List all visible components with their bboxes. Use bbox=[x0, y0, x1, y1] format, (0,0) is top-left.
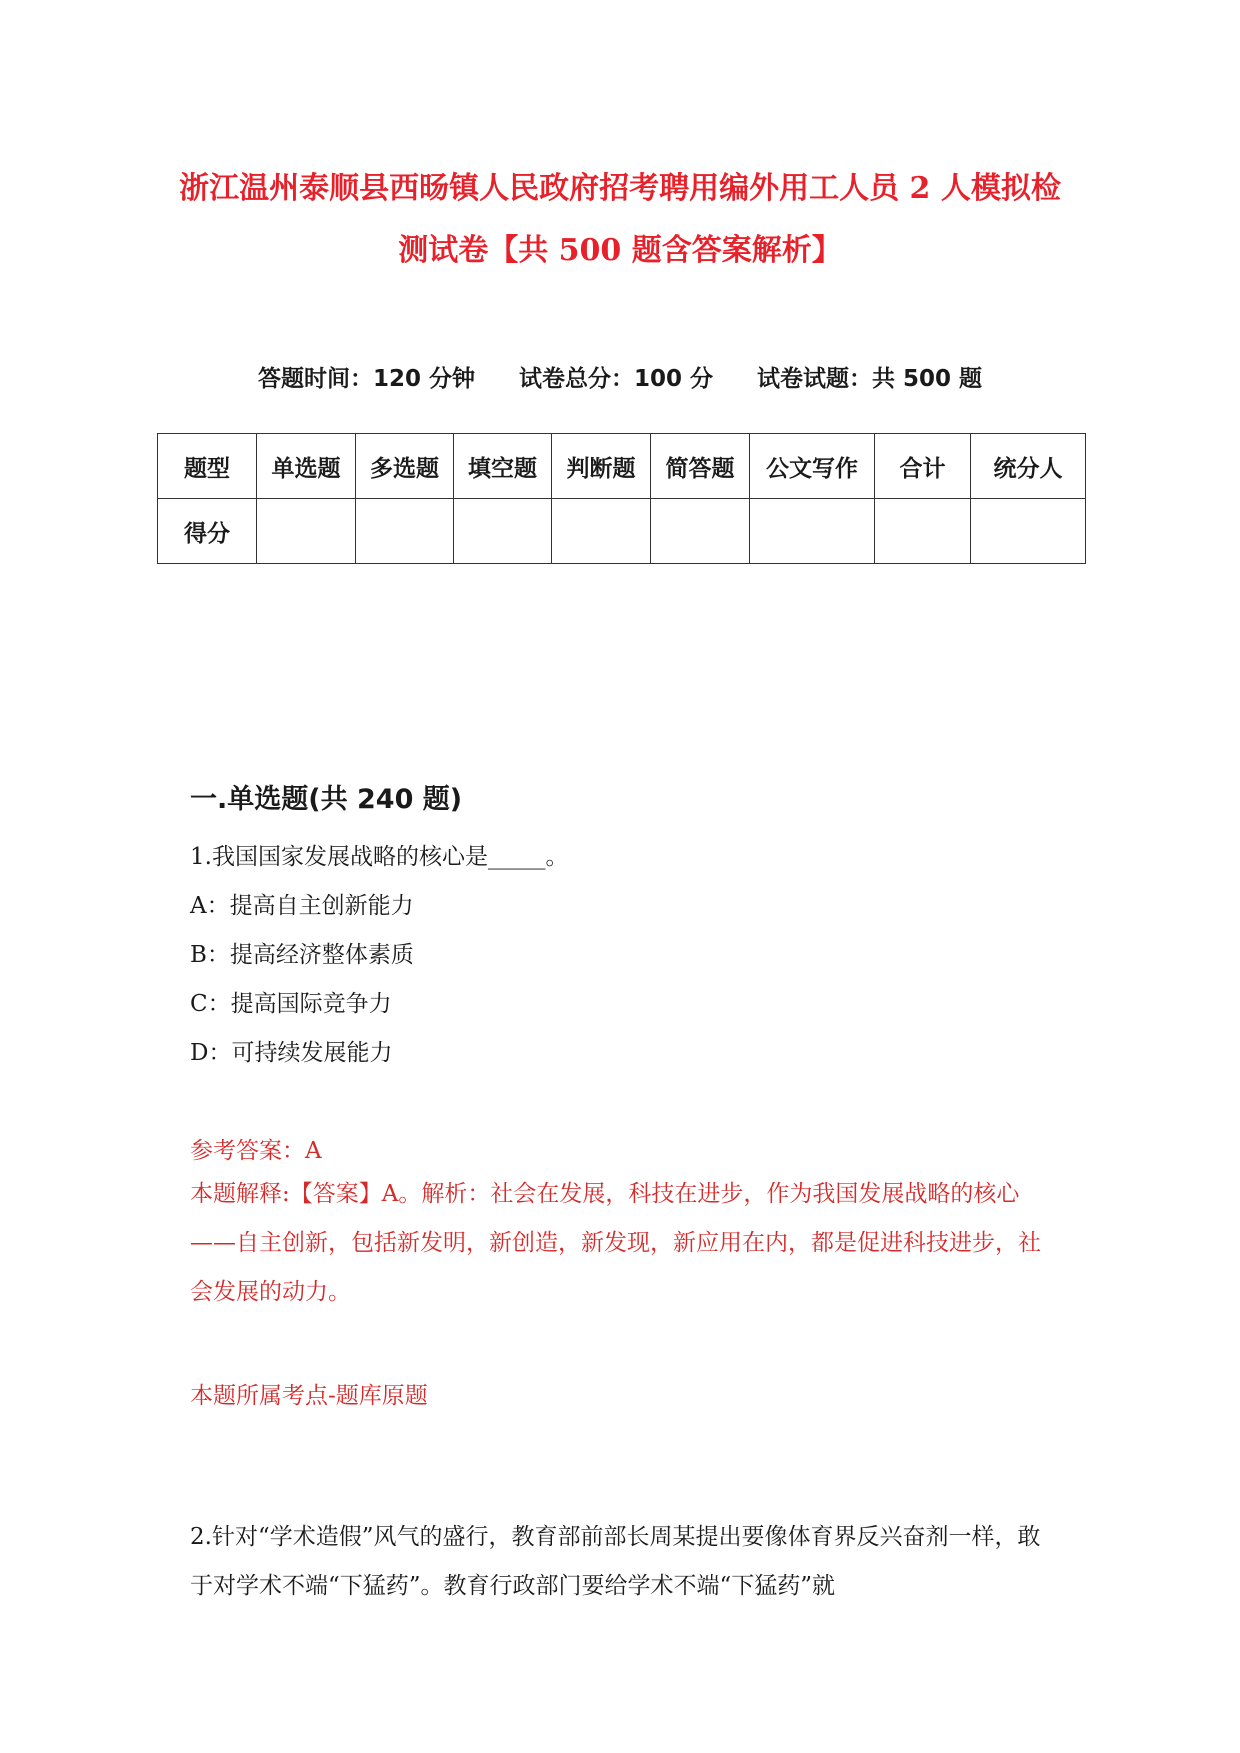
option-d: D：可持续发展能力 bbox=[190, 1040, 393, 1066]
exam-total-score: 试卷总分：100 分 bbox=[518, 366, 714, 392]
exam-meta bbox=[0, 360, 1240, 393]
score-cell bbox=[454, 499, 552, 564]
score-cell bbox=[971, 499, 1086, 564]
title-line-1: 浙江温州泰顺县西旸镇人民政府招考聘用编外用工人员 2 人模拟检 bbox=[179, 171, 1061, 206]
option-a: A：提高自主创新能力 bbox=[190, 893, 414, 919]
section-title: 一.单选题(共 240 题) bbox=[190, 784, 463, 815]
score-table bbox=[157, 433, 1086, 564]
title-line-2: 测试卷【共 500 题含答案解析】 bbox=[398, 233, 842, 268]
score-table-score-row bbox=[158, 499, 1086, 564]
question-stem: 1.我国国家发展战略的核心是_____。 bbox=[190, 844, 569, 870]
header-cell: 合计 bbox=[875, 434, 971, 499]
header-cell: 填空题 bbox=[454, 434, 552, 499]
score-cell bbox=[875, 499, 971, 564]
header-cell: 统分人 bbox=[971, 434, 1086, 499]
header-cell: 判断题 bbox=[552, 434, 651, 499]
score-table-header-row bbox=[158, 434, 1086, 499]
score-cell bbox=[651, 499, 750, 564]
row-label: 得分 bbox=[158, 499, 257, 564]
option-b: B：提高经济整体素质 bbox=[190, 942, 414, 968]
question-stem: 2.针对“学术造假”风气的盛行，教育部前部长周某提出要像体育界反兴奋剂一样，敢于对学术不端“下猛药”。教育行政部门要给学术不端“下猛药”就 bbox=[190, 1524, 1041, 1599]
header-cell: 题型 bbox=[158, 434, 257, 499]
exam-time: 答题时间：120 分钟 bbox=[257, 366, 475, 392]
exam-question-count: 试卷试题：共 500 题 bbox=[757, 366, 983, 392]
header-cell: 多选题 bbox=[356, 434, 454, 499]
option-c: C：提高国际竞争力 bbox=[190, 991, 392, 1017]
score-cell bbox=[750, 499, 875, 564]
header-cell: 公文写作 bbox=[750, 434, 875, 499]
score-cell bbox=[552, 499, 651, 564]
score-cell bbox=[356, 499, 454, 564]
topic-label: 本题所属考点-题库原题 bbox=[190, 1383, 428, 1409]
answer-explanation: 本题解释:【答案】A。解析：社会在发展，科技在进步，作为我国发展战略的核心——自主创新，包括新发明，新创造，新发现，新应用在内，都是促进科技进步，社会发展的动力。 bbox=[190, 1181, 1041, 1305]
reference-answer: 参考答案：A bbox=[190, 1138, 322, 1164]
header-cell: 简答题 bbox=[651, 434, 750, 499]
header-cell: 单选题 bbox=[257, 434, 356, 499]
score-cell bbox=[257, 499, 356, 564]
